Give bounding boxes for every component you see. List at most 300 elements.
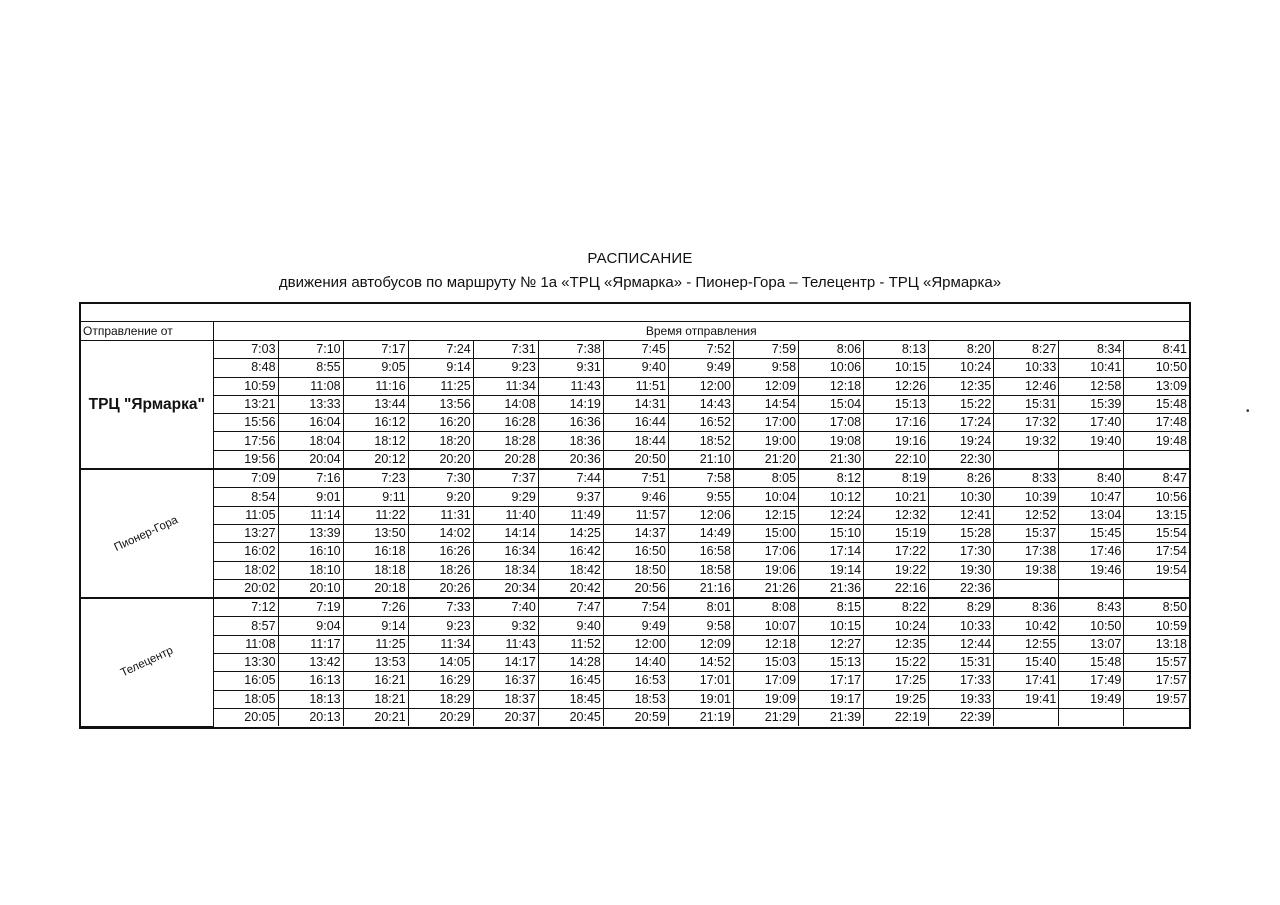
time-cell: 7:45 [603,341,668,359]
table-row [81,543,1189,561]
time-cell: 11:25 [343,635,408,653]
time-cell: 22:16 [864,579,929,598]
table-row [81,561,1189,579]
time-cell: 18:12 [343,432,408,450]
time-cell: 20:12 [343,450,408,469]
header-departure-time: Время отправления [213,322,1189,341]
time-cell: 18:53 [603,690,668,708]
time-cell: 15:39 [1059,395,1124,413]
time-cell: 20:20 [408,450,473,469]
time-cell: 13:09 [1124,377,1189,395]
time-cell: 10:07 [734,617,799,635]
time-cell: 10:50 [1124,359,1189,377]
time-cell: 8:05 [734,469,799,488]
time-cell: 19:48 [1124,432,1189,450]
time-cell: 8:13 [864,341,929,359]
time-cell: 9:58 [734,359,799,377]
time-cell: 22:10 [864,450,929,469]
table-row [81,708,1189,726]
time-cell: 16:44 [603,414,668,432]
table-row [81,598,1189,617]
time-cell: 18:29 [408,690,473,708]
time-cell: 11:43 [538,377,603,395]
time-cell: 7:26 [343,598,408,617]
time-cell: 17:54 [1124,543,1189,561]
time-cell: 12:35 [864,635,929,653]
time-cell: 7:47 [538,598,603,617]
time-cell: 15:54 [1124,524,1189,542]
stop-name: Телецентр [118,645,175,680]
time-cell: 13:50 [343,524,408,542]
time-cell: 20:59 [603,708,668,726]
time-cell: 10:50 [1059,617,1124,635]
time-cell: 15:48 [1124,395,1189,413]
time-cell: 18:10 [278,561,343,579]
stop-name: ТРЦ "Ярмарка" [88,395,205,413]
time-cell: 16:36 [538,414,603,432]
page-title: РАСПИСАНИЕ [587,250,693,267]
time-cell: 12:18 [799,377,864,395]
time-cell: 7:16 [278,469,343,488]
time-cell [994,450,1059,469]
time-cell: 21:30 [799,450,864,469]
stop-name: Пионер-Гора [112,513,181,554]
stop-name-cell [81,341,213,470]
time-cell: 13:42 [278,654,343,672]
time-cell: 7:10 [278,341,343,359]
time-cell: 20:42 [538,579,603,598]
time-cell: 17:01 [668,672,733,690]
time-cell: 18:58 [668,561,733,579]
time-cell: 7:30 [408,469,473,488]
time-cell: 20:10 [278,579,343,598]
time-cell: 18:05 [213,690,278,708]
time-cell: 8:19 [864,469,929,488]
time-cell: 9:46 [603,488,668,506]
time-cell: 21:26 [734,579,799,598]
table-row [81,690,1189,708]
time-cell: 21:39 [799,708,864,726]
time-cell: 13:33 [278,395,343,413]
header-row [81,322,1189,341]
time-cell: 8:27 [994,341,1059,359]
time-cell: 11:25 [408,377,473,395]
scan-speck: • [1246,406,1250,417]
time-cell: 8:01 [668,598,733,617]
time-cell: 19:08 [799,432,864,450]
time-cell: 17:17 [799,672,864,690]
time-cell [1124,708,1189,726]
time-cell: 7:38 [538,341,603,359]
time-cell: 15:31 [929,654,994,672]
time-cell: 16:26 [408,543,473,561]
time-cell: 20:02 [213,579,278,598]
time-cell: 13:30 [213,654,278,672]
time-cell: 22:30 [929,450,994,469]
time-cell: 10:33 [929,617,994,635]
time-cell: 9:29 [473,488,538,506]
time-cell: 8:34 [1059,341,1124,359]
time-cell: 10:56 [1124,488,1189,506]
time-cell: 18:45 [538,690,603,708]
time-cell: 11:52 [538,635,603,653]
time-cell: 16:34 [473,543,538,561]
time-cell: 7:09 [213,469,278,488]
time-cell: 11:14 [278,506,343,524]
time-cell: 20:26 [408,579,473,598]
time-cell [994,579,1059,598]
time-cell: 21:10 [668,450,733,469]
time-cell: 11:22 [343,506,408,524]
time-cell: 16:02 [213,543,278,561]
blank-header-row [81,304,1189,322]
time-cell: 18:42 [538,561,603,579]
time-cell: 15:37 [994,524,1059,542]
time-cell: 15:57 [1124,654,1189,672]
time-cell: 11:34 [473,377,538,395]
time-cell: 17:24 [929,414,994,432]
time-cell: 21:20 [734,450,799,469]
time-cell: 11:05 [213,506,278,524]
time-cell: 14:43 [668,395,733,413]
time-cell: 20:36 [538,450,603,469]
time-cell: 17:00 [734,414,799,432]
time-cell: 10:30 [929,488,994,506]
time-cell: 8:33 [994,469,1059,488]
time-cell: 19:38 [994,561,1059,579]
time-cell: 9:49 [603,617,668,635]
time-cell: 19:01 [668,690,733,708]
time-cell: 13:18 [1124,635,1189,653]
time-cell: 12:41 [929,506,994,524]
time-cell: 15:04 [799,395,864,413]
time-cell: 15:40 [994,654,1059,672]
time-cell: 13:27 [213,524,278,542]
time-cell: 19:16 [864,432,929,450]
time-cell: 11:08 [213,635,278,653]
time-cell: 16:29 [408,672,473,690]
time-cell: 15:03 [734,654,799,672]
time-cell: 13:21 [213,395,278,413]
time-cell: 11:08 [278,377,343,395]
time-cell: 17:57 [1124,672,1189,690]
time-cell: 12:00 [603,635,668,653]
time-cell: 19:06 [734,561,799,579]
time-cell: 21:16 [668,579,733,598]
time-cell: 7:58 [668,469,733,488]
table-row [81,488,1189,506]
stop-name-cell [81,469,213,598]
time-cell: 18:20 [408,432,473,450]
time-cell: 15:28 [929,524,994,542]
time-cell: 7:33 [408,598,473,617]
time-cell: 13:04 [1059,506,1124,524]
time-cell: 20:04 [278,450,343,469]
time-cell: 14:19 [538,395,603,413]
time-cell: 18:21 [343,690,408,708]
time-cell: 15:19 [864,524,929,542]
time-cell: 7:51 [603,469,668,488]
time-cell: 15:10 [799,524,864,542]
time-cell: 11:49 [538,506,603,524]
time-cell: 14:08 [473,395,538,413]
time-cell: 11:51 [603,377,668,395]
time-cell: 15:22 [864,654,929,672]
time-cell: 7:17 [343,341,408,359]
time-cell: 10:47 [1059,488,1124,506]
time-cell: 9:58 [668,617,733,635]
time-cell: 20:45 [538,708,603,726]
time-cell: 7:19 [278,598,343,617]
time-cell: 12:55 [994,635,1059,653]
time-cell: 16:18 [343,543,408,561]
time-cell: 10:59 [213,377,278,395]
time-cell: 10:59 [1124,617,1189,635]
time-cell: 14:17 [473,654,538,672]
time-cell: 12:35 [929,377,994,395]
time-cell [1059,708,1124,726]
time-cell: 20:37 [473,708,538,726]
time-cell: 17:49 [1059,672,1124,690]
time-cell: 16:21 [343,672,408,690]
time-cell: 16:12 [343,414,408,432]
time-cell: 20:50 [603,450,668,469]
time-cell: 20:21 [343,708,408,726]
time-cell: 17:46 [1059,543,1124,561]
time-cell: 8:08 [734,598,799,617]
table-row [81,414,1189,432]
time-cell: 19:49 [1059,690,1124,708]
time-cell: 14:25 [538,524,603,542]
header-departure-from: Отправление от [81,322,213,341]
time-cell: 16:13 [278,672,343,690]
time-cell: 16:42 [538,543,603,561]
time-cell: 15:22 [929,395,994,413]
time-cell: 7:31 [473,341,538,359]
table-row [81,506,1189,524]
time-cell: 16:04 [278,414,343,432]
time-cell: 8:26 [929,469,994,488]
time-cell: 8:47 [1124,469,1189,488]
time-cell: 9:31 [538,359,603,377]
time-cell: 17:38 [994,543,1059,561]
time-cell: 21:19 [668,708,733,726]
time-cell: 18:13 [278,690,343,708]
time-cell: 9:05 [343,359,408,377]
time-cell: 8:50 [1124,598,1189,617]
table-row [81,469,1189,488]
time-cell: 21:29 [734,708,799,726]
time-cell: 8:36 [994,598,1059,617]
time-cell: 8:12 [799,469,864,488]
time-cell: 19:00 [734,432,799,450]
time-cell: 15:56 [213,414,278,432]
time-cell: 15:13 [864,395,929,413]
time-cell: 15:45 [1059,524,1124,542]
time-cell: 12:06 [668,506,733,524]
time-cell: 18:04 [278,432,343,450]
time-cell: 14:14 [473,524,538,542]
time-cell: 19:09 [734,690,799,708]
time-cell: 17:14 [799,543,864,561]
time-cell: 9:37 [538,488,603,506]
stop-name-cell [81,598,213,726]
time-cell: 12:58 [1059,377,1124,395]
time-cell: 17:32 [994,414,1059,432]
time-cell: 22:36 [929,579,994,598]
time-cell: 14:31 [603,395,668,413]
time-cell: 8:22 [864,598,929,617]
time-cell: 19:54 [1124,561,1189,579]
time-cell: 16:52 [668,414,733,432]
time-cell: 8:20 [929,341,994,359]
time-cell: 20:56 [603,579,668,598]
time-cell: 10:24 [929,359,994,377]
time-cell: 20:18 [343,579,408,598]
time-cell: 19:46 [1059,561,1124,579]
time-cell: 20:34 [473,579,538,598]
time-cell: 9:11 [343,488,408,506]
time-cell: 17:56 [213,432,278,450]
time-cell: 7:12 [213,598,278,617]
time-cell: 13:56 [408,395,473,413]
time-cell: 10:42 [994,617,1059,635]
time-cell: 8:43 [1059,598,1124,617]
table-row [81,672,1189,690]
time-cell: 18:36 [538,432,603,450]
table-row [81,432,1189,450]
time-cell: 7:24 [408,341,473,359]
time-cell: 10:15 [864,359,929,377]
time-cell: 8:57 [213,617,278,635]
time-cell: 19:30 [929,561,994,579]
table-row [81,359,1189,377]
time-cell [1124,450,1189,469]
time-cell: 17:48 [1124,414,1189,432]
time-cell: 9:20 [408,488,473,506]
time-cell: 22:39 [929,708,994,726]
time-cell: 17:22 [864,543,929,561]
time-cell: 11:34 [408,635,473,653]
schedule-table [81,322,1189,727]
time-cell: 17:16 [864,414,929,432]
time-cell: 7:37 [473,469,538,488]
time-cell: 14:28 [538,654,603,672]
time-cell: 10:41 [1059,359,1124,377]
time-cell: 18:26 [408,561,473,579]
time-cell: 19:32 [994,432,1059,450]
time-cell: 18:02 [213,561,278,579]
time-cell: 9:49 [668,359,733,377]
time-cell: 12:18 [734,635,799,653]
time-cell: 8:40 [1059,469,1124,488]
time-cell: 10:15 [799,617,864,635]
table-row [81,654,1189,672]
time-cell: 7:52 [668,341,733,359]
time-cell: 7:44 [538,469,603,488]
table-row [81,524,1189,542]
time-cell: 17:09 [734,672,799,690]
table-row [81,377,1189,395]
time-cell: 17:30 [929,543,994,561]
time-cell: 11:43 [473,635,538,653]
time-cell: 7:59 [734,341,799,359]
time-cell: 16:10 [278,543,343,561]
time-cell [1059,450,1124,469]
time-cell: 13:44 [343,395,408,413]
time-cell: 9:01 [278,488,343,506]
time-cell: 17:41 [994,672,1059,690]
time-cell: 18:44 [603,432,668,450]
time-cell: 12:32 [864,506,929,524]
time-cell: 8:55 [278,359,343,377]
time-cell: 12:00 [668,377,733,395]
time-cell: 18:37 [473,690,538,708]
time-cell: 15:31 [994,395,1059,413]
time-cell: 16:05 [213,672,278,690]
time-cell: 14:49 [668,524,733,542]
time-cell: 22:19 [864,708,929,726]
time-cell: 20:05 [213,708,278,726]
time-cell: 18:52 [668,432,733,450]
time-cell: 16:45 [538,672,603,690]
time-cell: 8:15 [799,598,864,617]
time-cell: 17:06 [734,543,799,561]
time-cell: 12:24 [799,506,864,524]
time-cell: 17:33 [929,672,994,690]
time-cell: 9:23 [473,359,538,377]
time-cell: 10:39 [994,488,1059,506]
time-cell: 8:29 [929,598,994,617]
time-cell: 11:57 [603,506,668,524]
time-cell: 19:56 [213,450,278,469]
table-row [81,395,1189,413]
time-cell: 7:40 [473,598,538,617]
time-cell: 18:34 [473,561,538,579]
time-cell: 9:23 [408,617,473,635]
time-cell [1059,579,1124,598]
time-cell: 11:40 [473,506,538,524]
time-cell: 16:58 [668,543,733,561]
time-cell: 12:46 [994,377,1059,395]
time-cell: 13:39 [278,524,343,542]
time-cell: 19:25 [864,690,929,708]
time-cell: 14:02 [408,524,473,542]
time-cell: 19:41 [994,690,1059,708]
schedule-sheet [79,302,1191,729]
time-cell: 19:22 [864,561,929,579]
time-cell: 7:23 [343,469,408,488]
time-cell: 19:57 [1124,690,1189,708]
time-cell: 9:40 [538,617,603,635]
time-cell: 11:16 [343,377,408,395]
time-cell: 9:40 [603,359,668,377]
table-row [81,579,1189,598]
time-cell: 12:09 [734,377,799,395]
time-cell: 12:44 [929,635,994,653]
time-cell: 11:31 [408,506,473,524]
page-subtitle: движения автобусов по маршруту № 1а «ТРЦ «Ярмарка» - Пионер-Гора – Телецентр - ТРЦ «Ярмарка» [278,274,1002,291]
schedule-body [81,322,1189,726]
time-cell: 8:48 [213,359,278,377]
time-cell: 10:04 [734,488,799,506]
time-cell: 9:14 [343,617,408,635]
time-cell [1124,579,1189,598]
time-cell: 16:37 [473,672,538,690]
time-cell: 10:21 [864,488,929,506]
time-cell: 10:33 [994,359,1059,377]
time-cell [994,708,1059,726]
